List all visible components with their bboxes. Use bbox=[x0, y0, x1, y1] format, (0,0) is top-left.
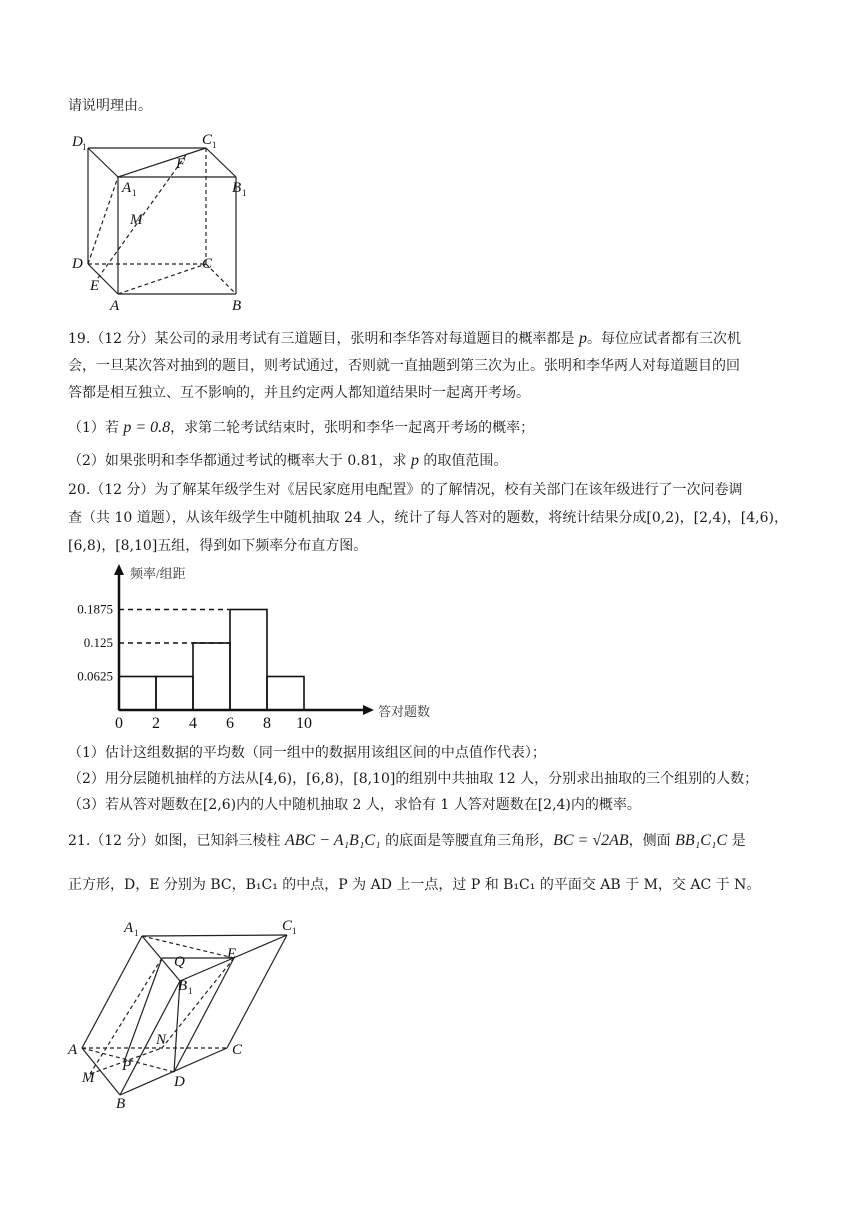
y-tick-label: 0.125 bbox=[83, 635, 113, 650]
label-A: A bbox=[110, 298, 120, 314]
label-B: B bbox=[232, 298, 242, 314]
q20-sub3: （3）若从答对题数在[2,6)内的人中随机抽取 2 人，求恰有 1 人答对题数在[2,4)内的概率。 bbox=[68, 797, 641, 813]
x-axis-label: 答对题数 bbox=[378, 704, 431, 719]
svg-text:1: 1 bbox=[242, 188, 247, 198]
label-E: E bbox=[90, 278, 100, 294]
svg-text:1: 1 bbox=[132, 188, 137, 198]
label-A: A bbox=[68, 1042, 78, 1058]
prism-figure bbox=[62, 908, 322, 1118]
histogram-bar bbox=[267, 677, 304, 711]
label-D: D bbox=[72, 256, 83, 272]
q19-sub1: （1）若 p = 0.8，求第二轮考试结束时，张明和李华一起离开考场的概率； bbox=[68, 419, 535, 436]
label-B: B bbox=[116, 1096, 126, 1112]
label-Q: Q bbox=[174, 954, 185, 970]
q19-line1: 19.（12 分）某公司的录用考试有三道题目，张明和李华答对每道题目的概率都是 p。每位应试者都有三次机 bbox=[68, 330, 741, 347]
frequency-histogram bbox=[66, 560, 456, 735]
label-B1: B bbox=[178, 978, 188, 994]
q19-sub2: （2）如果张明和李华都通过考试的概率大于 0.81，求 p 的取值范围。 bbox=[68, 452, 508, 469]
histogram-bar bbox=[230, 610, 267, 711]
q20-line1: 20.（12 分）为了解某年级学生对《居民家庭用电配置》的了解情况，校有关部门在该年级进行了一次问卷调 bbox=[68, 482, 743, 498]
svg-text:1: 1 bbox=[82, 142, 87, 152]
y-tick-label: 0.0625 bbox=[77, 668, 113, 684]
svg-text:1: 1 bbox=[292, 926, 297, 936]
histogram-bar bbox=[193, 643, 230, 710]
label-M: M bbox=[130, 212, 143, 228]
label-F: F bbox=[176, 156, 186, 172]
q21-line1: 21.（12 分）如图，已知斜三棱柱 ABC − A₁B₁C₁ 的底面是等腰直角三角形，BC = √2AB，侧面 BB₁C₁C 是 bbox=[68, 832, 746, 849]
label-E: E bbox=[227, 946, 237, 962]
x-tick-label: 8 bbox=[263, 715, 271, 732]
y-axis-label: 频率/组距 bbox=[130, 566, 186, 581]
x-tick-label: 2 bbox=[152, 715, 160, 732]
histogram-bar bbox=[156, 677, 193, 711]
label-M: M bbox=[82, 1070, 95, 1086]
label-C: C bbox=[202, 256, 213, 272]
svg-text:1: 1 bbox=[212, 140, 217, 150]
intro-text: 请说明理由。 bbox=[68, 98, 152, 114]
x-tick-label: 4 bbox=[189, 715, 197, 732]
label-C1: C bbox=[282, 918, 293, 934]
q21-line2: 正方形，D，E 分别为 BC，B₁C₁ 的中点，P 为 AD 上一点，过 P 和 B₁C₁ 的平面交 AB 于 M，交 AC 于 N。 bbox=[68, 877, 761, 893]
label-D1: D bbox=[72, 134, 83, 150]
x-tick-label: 10 bbox=[296, 715, 312, 732]
label-C1: C bbox=[202, 132, 213, 148]
svg-text:1: 1 bbox=[134, 928, 139, 938]
label-B1: B bbox=[232, 180, 242, 196]
svg-text:1: 1 bbox=[188, 986, 193, 996]
label-P: P bbox=[122, 1058, 132, 1074]
x-tick-label: 0 bbox=[115, 715, 123, 732]
q20-line3: [6,8)，[8,10]五组，得到如下频率分布直方图。 bbox=[68, 538, 368, 554]
y-tick-label: 0.1875 bbox=[77, 601, 113, 617]
q20-sub1: （1）估计这组数据的平均数（同一组中的数据用该组区间的中点值作代表）； bbox=[68, 745, 546, 761]
q19-line2: 会，一旦某次答对抽到的题目，则考试通过，否则就一直抽题到第三次为止。张明和李华两人对每道题目的回 bbox=[68, 358, 740, 374]
label-N: N bbox=[156, 1032, 167, 1048]
label-A1: A bbox=[124, 920, 134, 936]
x-tick-label: 6 bbox=[226, 715, 234, 732]
q19-line3: 答都是相互独立、互不影响的，并且约定两人都知道结果时一起离开考场。 bbox=[68, 385, 530, 401]
histogram-bar bbox=[119, 677, 156, 711]
cube-figure bbox=[68, 130, 258, 315]
q20-line2: 查（共 10 道题），从该年级学生中随机抽取 24 人，统计了每人答对的题数，将统计结果分成[0,2)，[2,4)，[4,6)， bbox=[68, 510, 788, 526]
label-D: D bbox=[174, 1074, 185, 1090]
label-C: C bbox=[232, 1042, 243, 1058]
q20-sub2: （2）用分层随机抽样的方法从[4,6)，[6,8)，[8,10]的组别中共抽取 12 人，分别求出抽取的三个组别的人数； bbox=[68, 771, 759, 787]
label-A1: A bbox=[122, 180, 132, 196]
